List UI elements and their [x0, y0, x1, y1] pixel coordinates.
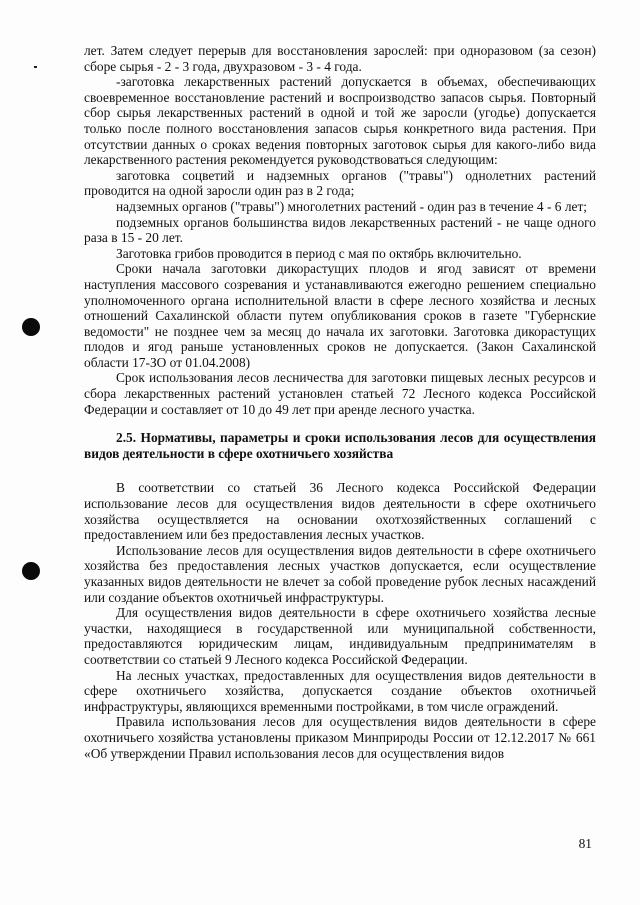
paragraph: Сроки начала заготовки дикорастущих плодов и ягод зависят от времени наступления массового созревания и устанавливаются ежегодно решением специально уполномоченного органа исполнительной власти в сфере лесного хозяйства и лесных отношений Сахалинской области путем опубликования сроков в газете "Губернские ведомости" не позднее чем за месяц до начала их заготовки. Заготовка дикорастущих плодов и ягод раньше установленных сроков не допускается. (Закон Сахалинской области 17-ЗО от 01.04.2008): [84, 261, 596, 370]
paragraph: Срок использования лесов лесничества для заготовки пищевых лесных ресурсов и сбора лекарственных растений установлен статьей 72 Лесного кодекса Российской Федерации и составляет от 10 до 49 лет при аренде лесного участка.: [84, 370, 596, 417]
paragraph: лет. Затем следует перерыв для восстановления зарослей: при одноразовом (за сезон) сборе сырья - 2 - 3 года, двухразовом - 3 - 4 года.: [84, 43, 596, 74]
paragraph: Заготовка грибов проводится в период с мая по октябрь включительно.: [116, 245, 522, 261]
paragraph: В соответствии со статьей 36 Лесного кодекса Российской Федерации использование лесов для осуществления видов деятельности в сфере охотничьего хозяйства осуществляется на основании охотхозяйственных соглашений с предоставлением или без предоставления лесных участков.: [84, 480, 596, 543]
paragraph: заготовка соцветий и надземных органов ("травы") однолетних растений проводится на одной заросли один раз в 2 года;: [84, 167, 596, 199]
paragraph: Для осуществления видов деятельности в сфере охотничьего хозяйства лесные участки, находящиеся в государственной или муниципальной собственности, предоставляются юридическим лицам, индивидуальным предпринимателям в соответствии со статьей 9 Лесного кодекса Российской Федерации.: [84, 605, 596, 667]
paragraph: Использование лесов для осуществления видов деятельности в сфере охотничьего хозяйства без предоставления лесных участков допускается, если осуществление указанных видов деятельности не влечет за собой проведение рубок лесных насаждений или создание объектов охотничьей инфраструктуры.: [84, 542, 596, 605]
section-heading: 2.5. Нормативы, параметры и сроки использования лесов для осуществления видов деятельности в сфере охотничьего хозяйства: [84, 430, 596, 461]
paragraph: -заготовка лекарственных растений допускается в объемах, обеспечивающих своевременное восстановление растений и воспроизводство запасов сырья. Повторный сбор сырья лекарственных растений в одной и той же заросли (угодье) допускается только после полного восстановления запасов сырья конкретного вида растения. При отсутствии данных о сроках ведения повторных заготовок сырья для какого-либо вида лекарственного растения рекомендуется руководствоваться следующим:: [84, 74, 596, 168]
paragraph: Правила использования лесов для осуществления видов деятельности в сфере охотничьего хозяйства установлены приказом Минприроды России от 12.12.2017 № 661 «Об утверждении Правил использования лесов для осуществления видов: [84, 714, 596, 761]
document-body: [84, 43, 596, 761]
binder-hole-top: [22, 318, 40, 336]
paragraph: подземных органов большинства видов лекарственных растений - не чаще одного раза в 15 - 20 лет.: [84, 214, 596, 246]
paragraph: На лесных участках, предоставленных для осуществления видов деятельности в сфере охотничьего хозяйства, допускается создание объектов охотничьей инфраструктуры, являющихся временными постройками, в том числе ограждений.: [84, 667, 596, 714]
page-number: 81: [578, 836, 592, 851]
paragraph: надземных органов ("травы") многолетних растений - один раз в течение 4 - 6 лет;: [116, 198, 588, 214]
scan-speck: [34, 66, 37, 68]
binder-hole-bottom: [22, 562, 40, 580]
section-spacer: [84, 461, 596, 480]
